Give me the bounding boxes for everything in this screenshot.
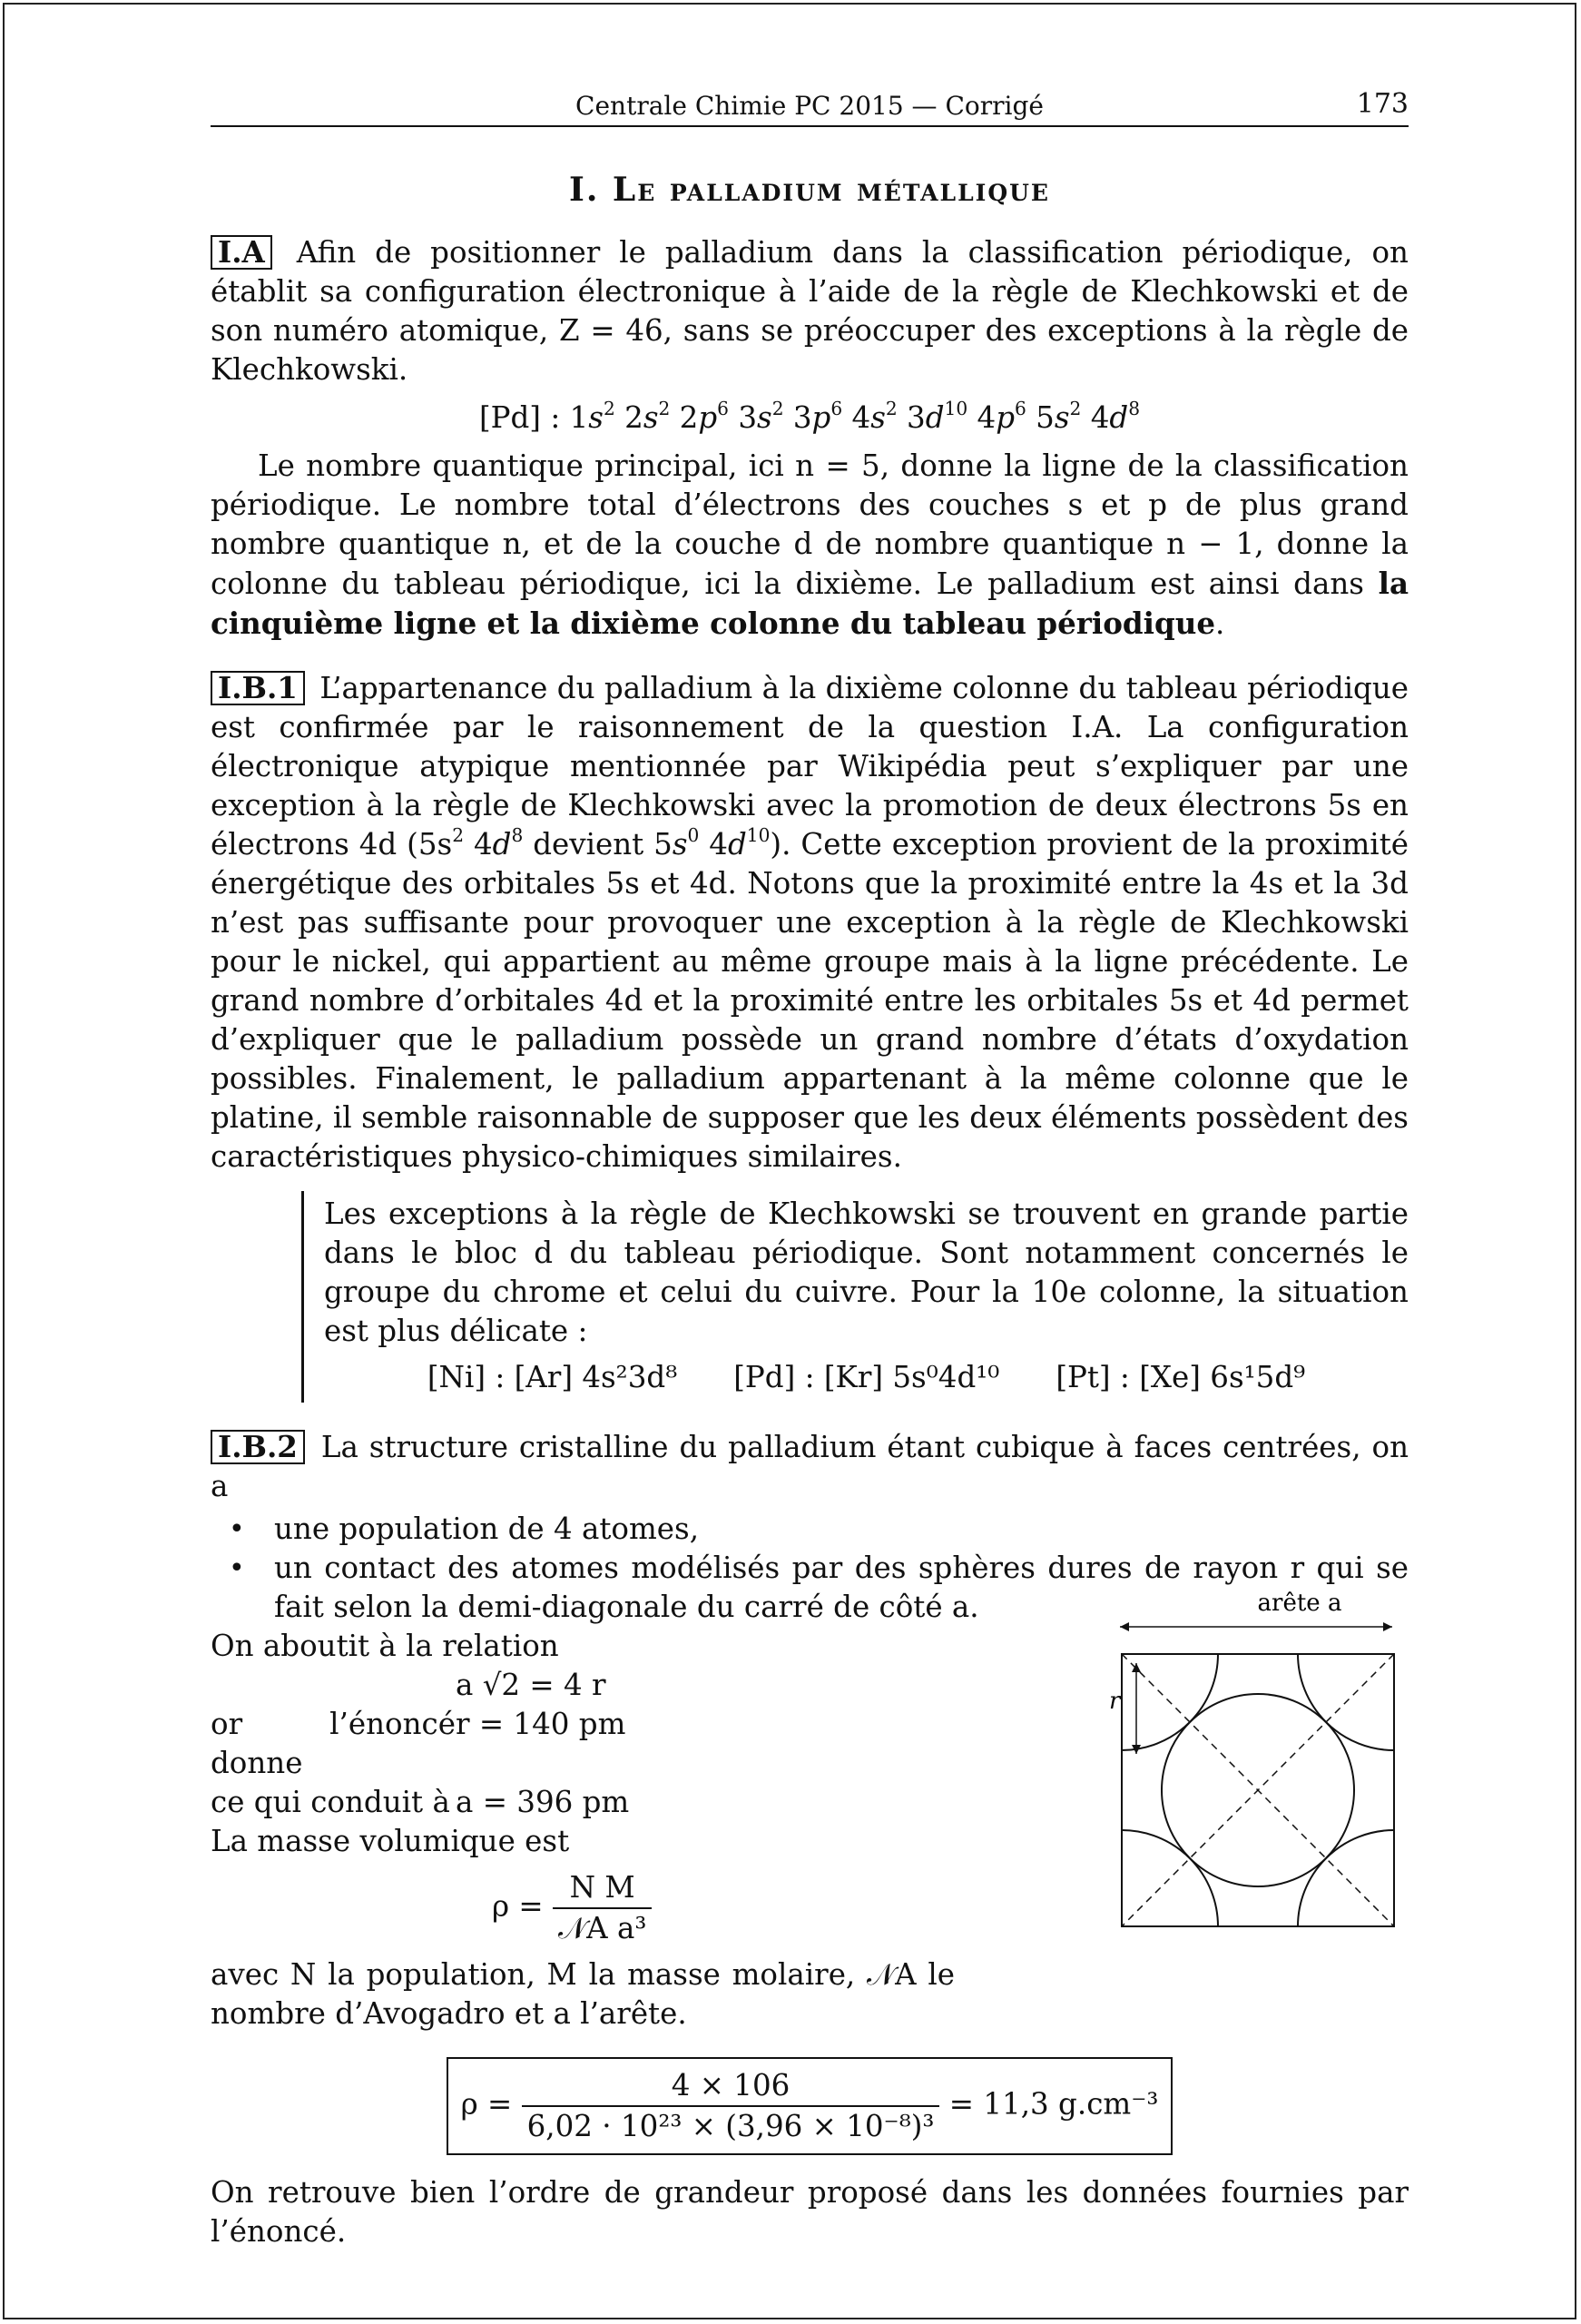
question-label-ib1: I.B.1: [211, 671, 305, 705]
running-header: [211, 88, 1409, 127]
pd-config: [Pd] : [Kr] 5s⁰4d¹⁰: [733, 1360, 1000, 1394]
given-row: or l’énoncé donne r = 140 pm: [211, 1707, 626, 1780]
radius-label: r: [1109, 1688, 1121, 1715]
edge-label: arête a: [1257, 1590, 1342, 1617]
ib2-intro: I.B.2 La structure cristalline du palladium étant cubique à faces centrées, on a: [211, 1429, 1409, 1503]
ia-conclusion-bold: la cinquième ligne et la dixième colonne du tableau périodique: [211, 566, 1409, 641]
relation-lead: On aboutit à la relation: [211, 1629, 559, 1663]
fcc-face-figure: [1109, 1590, 1409, 1972]
running-title: Centrale Chimie PC 2015 — Corrigé: [575, 91, 1044, 121]
ia-intro: [211, 233, 1409, 389]
relation-equation: a √2 = 4 r: [456, 1668, 606, 1702]
result-row: ce qui conduit à a = 396 pm: [211, 1785, 630, 1819]
question-label-ib2: I.B.2: [211, 1430, 305, 1464]
pt-config: [Pt] : [Xe] 6s¹5d⁹: [1056, 1360, 1306, 1394]
ia-intro-text: Afin de positionner le palladium dans la classification périodique, on établit sa configuration électronique à l’aide de la règle de Klechkowski et de son numéro atomique, Z = 46, sans se préoccuper des exceptions à la règle de Klechkowski.: [211, 235, 1409, 387]
question-label-ia: I.A: [211, 235, 272, 270]
density-explanation: avec N la population, M la masse molaire, 𝒩A le nombre d’Avogadro et a l’arête.: [211, 1957, 955, 2031]
ib1-paragraph: I.B.1 L’appartenance du palladium à la dixième colonne du tableau périodique est confirmée par le raisonnement de la question I.A. La configuration électronique atypique mentionnée par Wikipédia peut s’expliquer par une exception à la règle de Klechkowski avec la promotion de deux électrons 5s en électrons 4d ($5s^2$ $4d^8$ devient $5s^0$ $4d^{10}$). Cette exception provient de la proximité énergétique des orbitales 5s et 4d. Notons que la proximité entre la 4s et la 3d n’est pas suffisante pour provoquer une exception à la règle de Klechkowski pour le nickel, qui appartient au même groupe mais à la ligne précédente. Le grand nombre d’orbitales 4d et la proximité entre les orbitales 5s et 4d permet d’expliquer que le palladium possède un grand nombre d’états d’oxydation possibles. Finalement, le palladium appartenant à la même colonne que le platine, il semble raisonnable de supposer que les deux éléments possèdent des caractéristiques physico-chimiques similaires.: [211, 670, 1409, 1174]
density-formula: ρ = $\frac{\text{N M}}{\text{𝒩A a³}}$: [211, 1868, 1409, 1948]
boxed-result: [211, 2057, 1409, 2155]
list-item: • un contact des atomes modélisés par des sphères dures de rayon r qui se fait selon la demi-diagonale du carré de côté a.: [274, 1549, 1409, 1627]
page-number: 173: [1356, 88, 1409, 120]
section-title: I. Le palladium métallique: [569, 171, 1050, 209]
ia-paragraph: Le nombre quantique principal, ici n = 5, donne la ligne de la classification périodique. Le nombre total d’électrons des couches s et p de plus grand nombre quantique n, et de la couche d de nombre quantique n − 1, donne la colonne du tableau périodique, ici la dixième. Le palladium est ainsi dans la cinquième ligne et la dixième colonne du tableau périodique.: [211, 448, 1409, 641]
density-lead: La masse volumique est: [211, 1824, 570, 1858]
remark-text: Les exceptions à la règle de Klechkowski se trouvent en grande partie dans le bloc d du tableau périodique. Sont notamment concernés le groupe du chrome et celui du cuivre. Pour la 10e colonne, la situation est plus délicate :: [324, 1196, 1409, 1348]
remark-block: [301, 1191, 1409, 1403]
derivation-area: [211, 1590, 1409, 2034]
pd-configuration: [Pd] : $1s^2$ $2s^2$ $2p^6$ $3s^2$ $3p^6$ $4s^2$ $3d^{10}$ $4p^6$ $5s^2$ $4d^8$: [478, 397, 1141, 435]
arrowhead-right: [1383, 1622, 1392, 1631]
list-item: • une population de 4 atomes,: [274, 1510, 1409, 1549]
arrowhead-left: [1120, 1622, 1129, 1631]
configurations-row: [324, 1358, 1409, 1397]
ni-config: [Ni] : [Ar] 4s²3d⁸: [427, 1360, 678, 1394]
result-box: ρ = $\frac{4 \times 106}{\text{6,02 · 10²³ × (3,96 × 10⁻⁸)³}}$ = 11,3 g.cm⁻³: [447, 2057, 1173, 2155]
conclusion: On retrouve bien l’ordre de grandeur proposé dans les données fournies par l’énoncé.: [211, 2175, 1409, 2249]
page-content: [211, 88, 1409, 2251]
